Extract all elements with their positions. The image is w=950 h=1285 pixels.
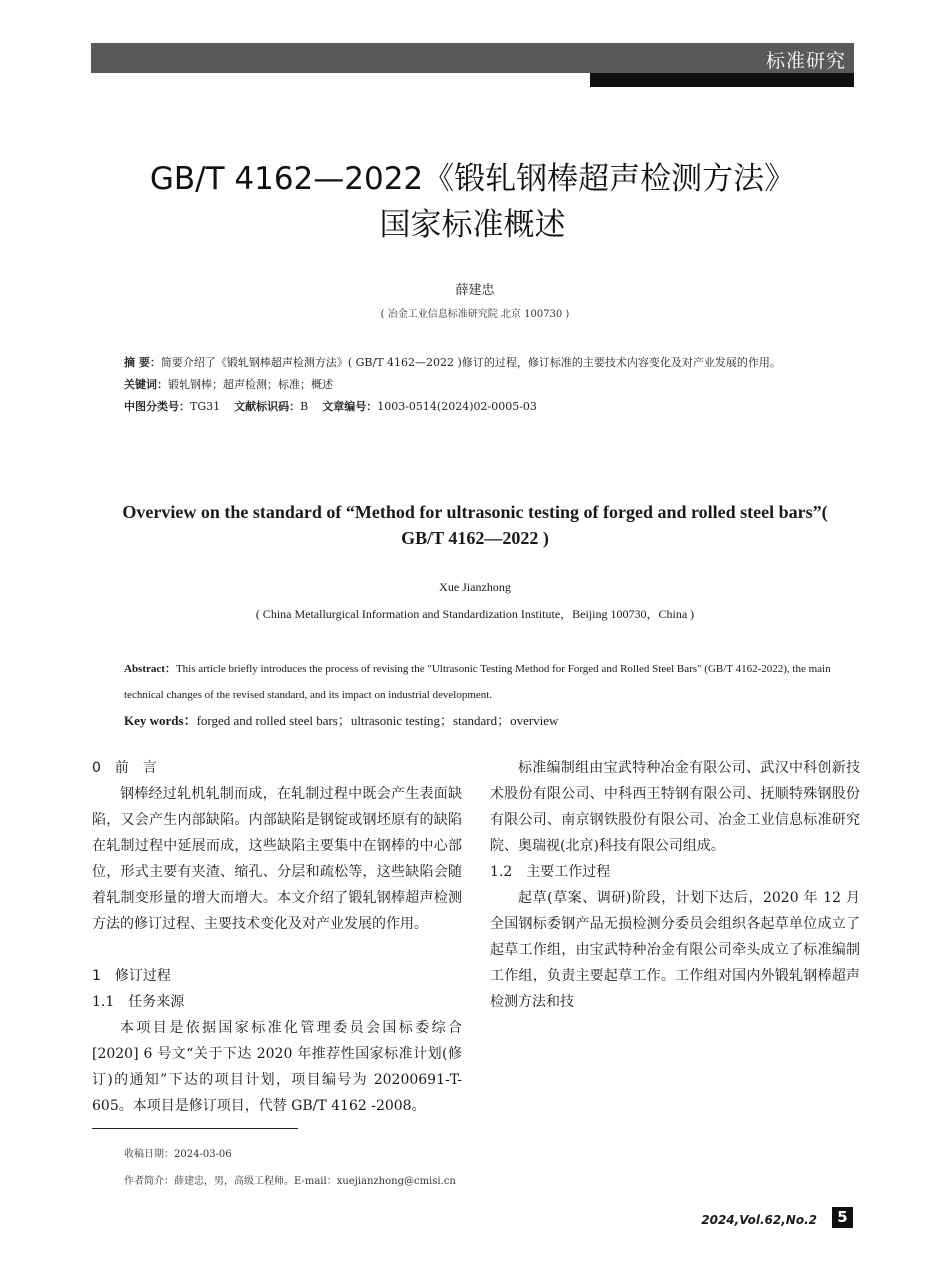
- keywords-en-text: forged and rolled steel bars；ultrasonic testing；standard；overview: [196, 713, 559, 728]
- page-number: 5: [832, 1207, 853, 1228]
- section-1-2-paragraph: 起草(草案、调研)阶段，计划下达后，2020 年 12 月全国钢标委钢产品无损检测分委员会组织各起草单位成立了起草工作组，由宝武特种冶金有限公司牵头成立了标准编制工作组，负责主要起草工作。工作组对国内外锻轧钢棒超声检测方法和技: [490, 890, 860, 1010]
- classification-line: [124, 396, 839, 418]
- footnote-received: 收稿日期：2024-03-06: [124, 1149, 232, 1160]
- keywords-zh-label: 关键词：: [124, 378, 168, 391]
- article-no-value: 1003-0514(2024)02-0005-03: [377, 400, 537, 413]
- abstract-zh-label: 摘 要：: [124, 356, 161, 369]
- title-line-1: GB/T 4162—2022《锻轧钢棒超声检测方法》: [149, 161, 796, 197]
- english-author: Xue Jianzhong: [439, 580, 511, 594]
- title-line-2: 国家标准概述: [379, 207, 566, 243]
- section-0-heading: 0 前 言: [92, 760, 157, 776]
- abstract-en-label: Abstract：: [124, 663, 176, 675]
- footnote-rule: [92, 1128, 298, 1129]
- body-column-right: [490, 755, 860, 1015]
- paper-title: [91, 156, 854, 248]
- header-bar-accent: [590, 73, 854, 87]
- keywords-en-label: Key words：: [124, 713, 197, 728]
- section-1-1-paragraph: 本项目是依据国家标准化管理委员会国标委综合 [2020] 6 号文“关于下达 2020 年推荐性国家标准计划(修订)的通知”下达的项目计划，项目编号为 20200691-T-605。本项目是修订项目，代替 GB/T 4162 -2008。: [92, 1020, 462, 1114]
- author: 薛建忠: [455, 283, 495, 298]
- clc-label: 中图分类号：: [124, 400, 190, 413]
- issue-info: 2024,Vol.62,No.2: [701, 1213, 817, 1227]
- doc-code-label: 文献标识码：: [234, 400, 301, 413]
- keywords-en: [124, 710, 839, 729]
- abstract-en-text: This article briefly introduces the process of revising the "Ultrasonic Testing Method for Forged and Rolled Steel Bars" (GB/T 4162-2022), the main technical changes of the revised standard, and its impact on industrial development.: [124, 663, 831, 701]
- section-1-2-heading: 1.2 主要工作过程: [490, 864, 611, 880]
- footnote-author-bio: 作者简介：薛建忠，男，高级工程师。E-mail：xuejianzhong@cmisi.cn: [124, 1176, 456, 1187]
- section-1-1-paragraph-2: 标准编制组由宝武特种冶金有限公司、武汉中科创新技术股份有限公司、中科西王特钢有限公司、抚顺特殊钢股份有限公司、南京钢铁股份有限公司、冶金工业信息标准研究院、奥瑞视(北京)科技有限公司组成。: [490, 760, 860, 854]
- english-title: Overview on the standard of “Method for ultrasonic testing of forged and rolled steel bars”( GB/T 4162—2022 ): [122, 502, 828, 548]
- english-affiliation: ( China Metallurgical Information and Standardization Institute，Beijing 100730，China ): [255, 607, 695, 621]
- spacer: [92, 937, 462, 963]
- header-bar: [91, 43, 854, 73]
- affiliation: ( 冶金工业信息标准研究院 北京 100730 ): [380, 309, 570, 320]
- clc-value: TG31: [190, 400, 221, 413]
- section-label: 标准研究: [765, 50, 846, 72]
- abstract-en-paragraph: [124, 656, 839, 708]
- section-0-paragraph: 钢棒经过轧机轧制而成，在轧制过程中既会产生表面缺陷，又会产生内部缺陷。内部缺陷是钢锭或钢坯原有的缺陷在轧制过程中延展而成，这些缺陷主要集中在钢棒的中心部位，形式主要有夹渣、缩孔、分层和疏松等，这些缺陷会随着轧制变形量的增大而增大。本文介绍了锻轧钢棒超声检测方法的修订过程、主要技术变化及对产业发展的作用。: [92, 786, 462, 932]
- abstract-zh: [124, 352, 839, 418]
- body-column-left: [92, 755, 462, 1119]
- section-1-1-heading: 1.1 任务来源: [92, 994, 185, 1010]
- abstract-zh-paragraph: [124, 352, 839, 374]
- section-1-heading: 1 修订过程: [92, 968, 171, 984]
- abstract-en: [124, 656, 839, 708]
- doc-code-value: B: [300, 400, 309, 413]
- article-no-label: 文章编号：: [322, 400, 378, 413]
- abstract-zh-text: 简要介绍了《锻轧钢棒超声检测方法》( GB/T 4162—2022 )修订的过程，修订标准的主要技术内容变化及对产业发展的作用。: [160, 356, 781, 369]
- keywords-zh: [124, 374, 839, 396]
- keywords-zh-text: 锻轧钢棒；超声检测；标准；概述: [168, 378, 333, 391]
